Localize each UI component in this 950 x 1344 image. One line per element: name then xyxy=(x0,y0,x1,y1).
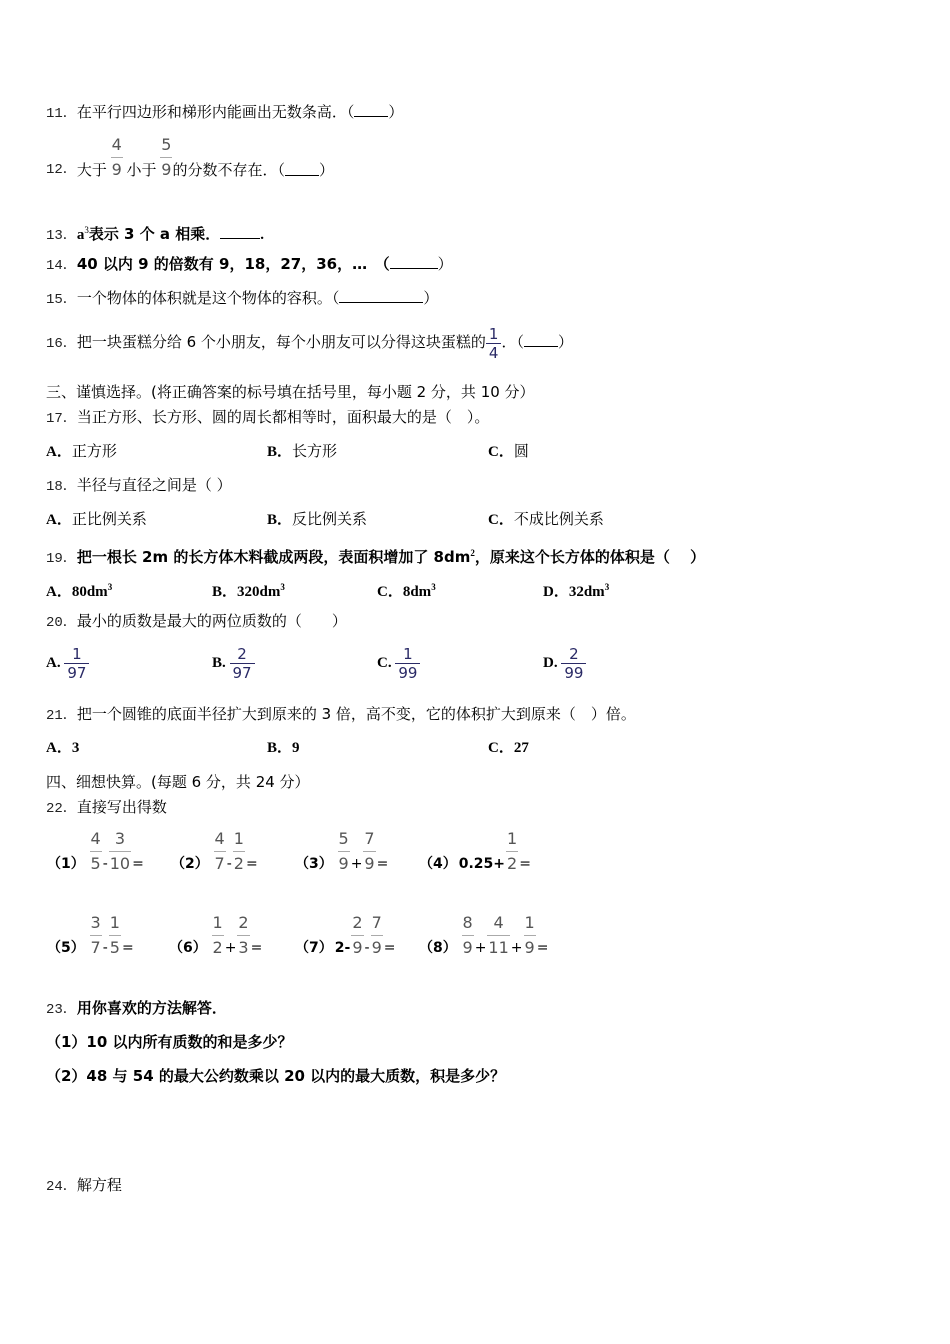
question-24: 24．解方程 xyxy=(46,1176,122,1195)
option-c[interactable]: C. $\frac{1}{99}$ xyxy=(377,643,420,683)
question-22: 22．直接写出得数 xyxy=(46,798,167,817)
calc-item-1: （1） $\frac{4}{5}$ - $\frac{3}{10}$ = xyxy=(47,829,144,873)
answer-blank[interactable] xyxy=(390,254,438,269)
fraction-2-99: $\frac{2}{99}$ xyxy=(561,646,586,681)
option-a[interactable]: A．正方形 xyxy=(46,442,117,460)
question-text: 在平行四边形和梯形内能画出无数条高．（ xyxy=(76,103,355,121)
answer-blank[interactable] xyxy=(285,161,319,176)
calc-item-5: （5） $\frac{3}{7}$ - $\frac{1}{5}$ = xyxy=(47,913,134,957)
option-c[interactable]: C．圆 xyxy=(488,442,529,460)
option-b[interactable]: B．9 xyxy=(267,740,300,756)
calc-item-4: （4） 0.25+ $\frac{1}{2}$ = xyxy=(419,829,531,873)
question-number: 11． xyxy=(46,106,77,122)
section-4-heading: 四、细想快算。(每题 6 分，共 24 分） xyxy=(46,773,310,791)
question-number: 15． xyxy=(46,292,77,308)
question-number: 16． xyxy=(46,336,77,352)
option-b[interactable]: B．反比例关系 xyxy=(267,510,368,528)
question-number: 14． xyxy=(46,258,77,274)
question-20: 20．最小的质数是最大的两位质数的（ ） xyxy=(46,612,347,631)
option-b[interactable]: B．$320dm^3$ xyxy=(212,582,285,600)
answer-blank[interactable] xyxy=(524,332,558,347)
question-number: 17． xyxy=(46,411,77,427)
question-12: 12．大于 $\frac{4}{9}$ 小于 $\frac{5}{9}$ 的分数不存在．（ ） xyxy=(46,135,334,179)
question-21: 21．把一个圆锥的底面半径扩大到原来的 3 倍，高不变，它的体积扩大到原来（ ）倍。 xyxy=(46,705,636,724)
fraction-4-9: $\frac{4}{9}$ xyxy=(111,135,122,179)
question-number: 21． xyxy=(46,708,77,724)
option-a[interactable]: A．3 xyxy=(46,740,80,756)
question-number: 23． xyxy=(46,1002,77,1018)
question-number: 13． xyxy=(46,228,77,244)
option-b[interactable]: B. $\frac{2}{97}$ xyxy=(212,643,255,683)
calc-item-2: （2） $\frac{4}{7}$ - $\frac{1}{2}$ = xyxy=(171,829,258,873)
question-19: 19．把一根长 2m 的长方体木料截成两段，表面积增加了 $8dm^2$，原来这个长方体的体积是（ ） xyxy=(46,548,706,567)
calc-item-7: （7） 2- $\frac{2}{9}$ - $\frac{7}{9}$ = xyxy=(295,913,396,957)
option-a[interactable]: A．$80dm^3$ xyxy=(46,582,113,600)
question-13: 13．$a^3$表示 3 个 a 相乘． . xyxy=(46,225,265,244)
fraction-1-4: $\frac{1}{4}$ xyxy=(486,326,502,361)
question-23: 23．用你喜欢的方法解答． xyxy=(46,999,227,1018)
calc-item-3: （3） $\frac{5}{9}$ + $\frac{7}{9}$ = xyxy=(295,829,389,873)
option-a[interactable]: A．正比例关系 xyxy=(46,510,147,528)
question-number: 19． xyxy=(46,551,77,567)
calc-item-8: （8） $\frac{8}{9}$ + $\frac{4}{11}$ + $\frac{1}{9}$ = xyxy=(419,913,549,957)
question-16: 16．把一块蛋糕分给 6 个小朋友，每个小朋友可以分得这块蛋糕的 $\frac{1}{4}$ ．（ ） xyxy=(46,325,573,363)
option-c[interactable]: C．$8dm^3$ xyxy=(377,582,436,600)
option-d[interactable]: D．$32dm^3$ xyxy=(543,582,610,600)
answer-blank[interactable] xyxy=(220,224,260,239)
question-23-part-1: （1）10 以内所有质数的和是多少？ xyxy=(46,1033,293,1051)
question-18: 18．半径与直径之间是（ ） xyxy=(46,476,232,495)
question-number: 12． xyxy=(46,162,77,178)
fraction-1-97: $\frac{1}{97}$ xyxy=(64,646,89,681)
fraction-5-9: $\frac{5}{9}$ xyxy=(161,135,172,179)
question-number: 20． xyxy=(46,615,77,631)
answer-blank[interactable] xyxy=(354,102,388,117)
fraction-2-97: $\frac{2}{97}$ xyxy=(230,646,255,681)
question-number: 22． xyxy=(46,801,77,817)
question-15: 15．一个物体的体积就是这个物体的容积。（ ） xyxy=(46,289,439,308)
fraction-1-99: $\frac{1}{99}$ xyxy=(395,646,420,681)
question-17: 17．当正方形、长方形、圆的周长都相等时，面积最大的是（ ）。 xyxy=(46,408,490,427)
option-b[interactable]: B．长方形 xyxy=(267,442,338,460)
question-number: 24． xyxy=(46,1179,77,1195)
question-11: 11．在平行四边形和梯形内能画出无数条高．（ ） xyxy=(46,103,404,122)
section-3-heading: 三、谨慎选择。(将正确答案的标号填在括号里，每小题 2 分，共 10 分） xyxy=(46,383,535,401)
answer-blank[interactable] xyxy=(339,288,423,303)
calc-item-6: （6） $\frac{1}{2}$ + $\frac{2}{3}$ = xyxy=(169,913,263,957)
option-c[interactable]: C．不成比例关系 xyxy=(488,510,604,528)
question-number: 18． xyxy=(46,479,77,495)
option-d[interactable]: D. $\frac{2}{99}$ xyxy=(543,643,586,683)
option-c[interactable]: C．27 xyxy=(488,740,529,756)
question-14: 14．40 以内 9 的倍数有 9，18，27，36，… （ ） xyxy=(46,255,453,274)
option-a[interactable]: A. $\frac{1}{97}$ xyxy=(46,643,89,683)
question-23-part-2: （2）48 与 54 的最大公约数乘以 20 以内的最大质数，积是多少？ xyxy=(46,1067,506,1085)
